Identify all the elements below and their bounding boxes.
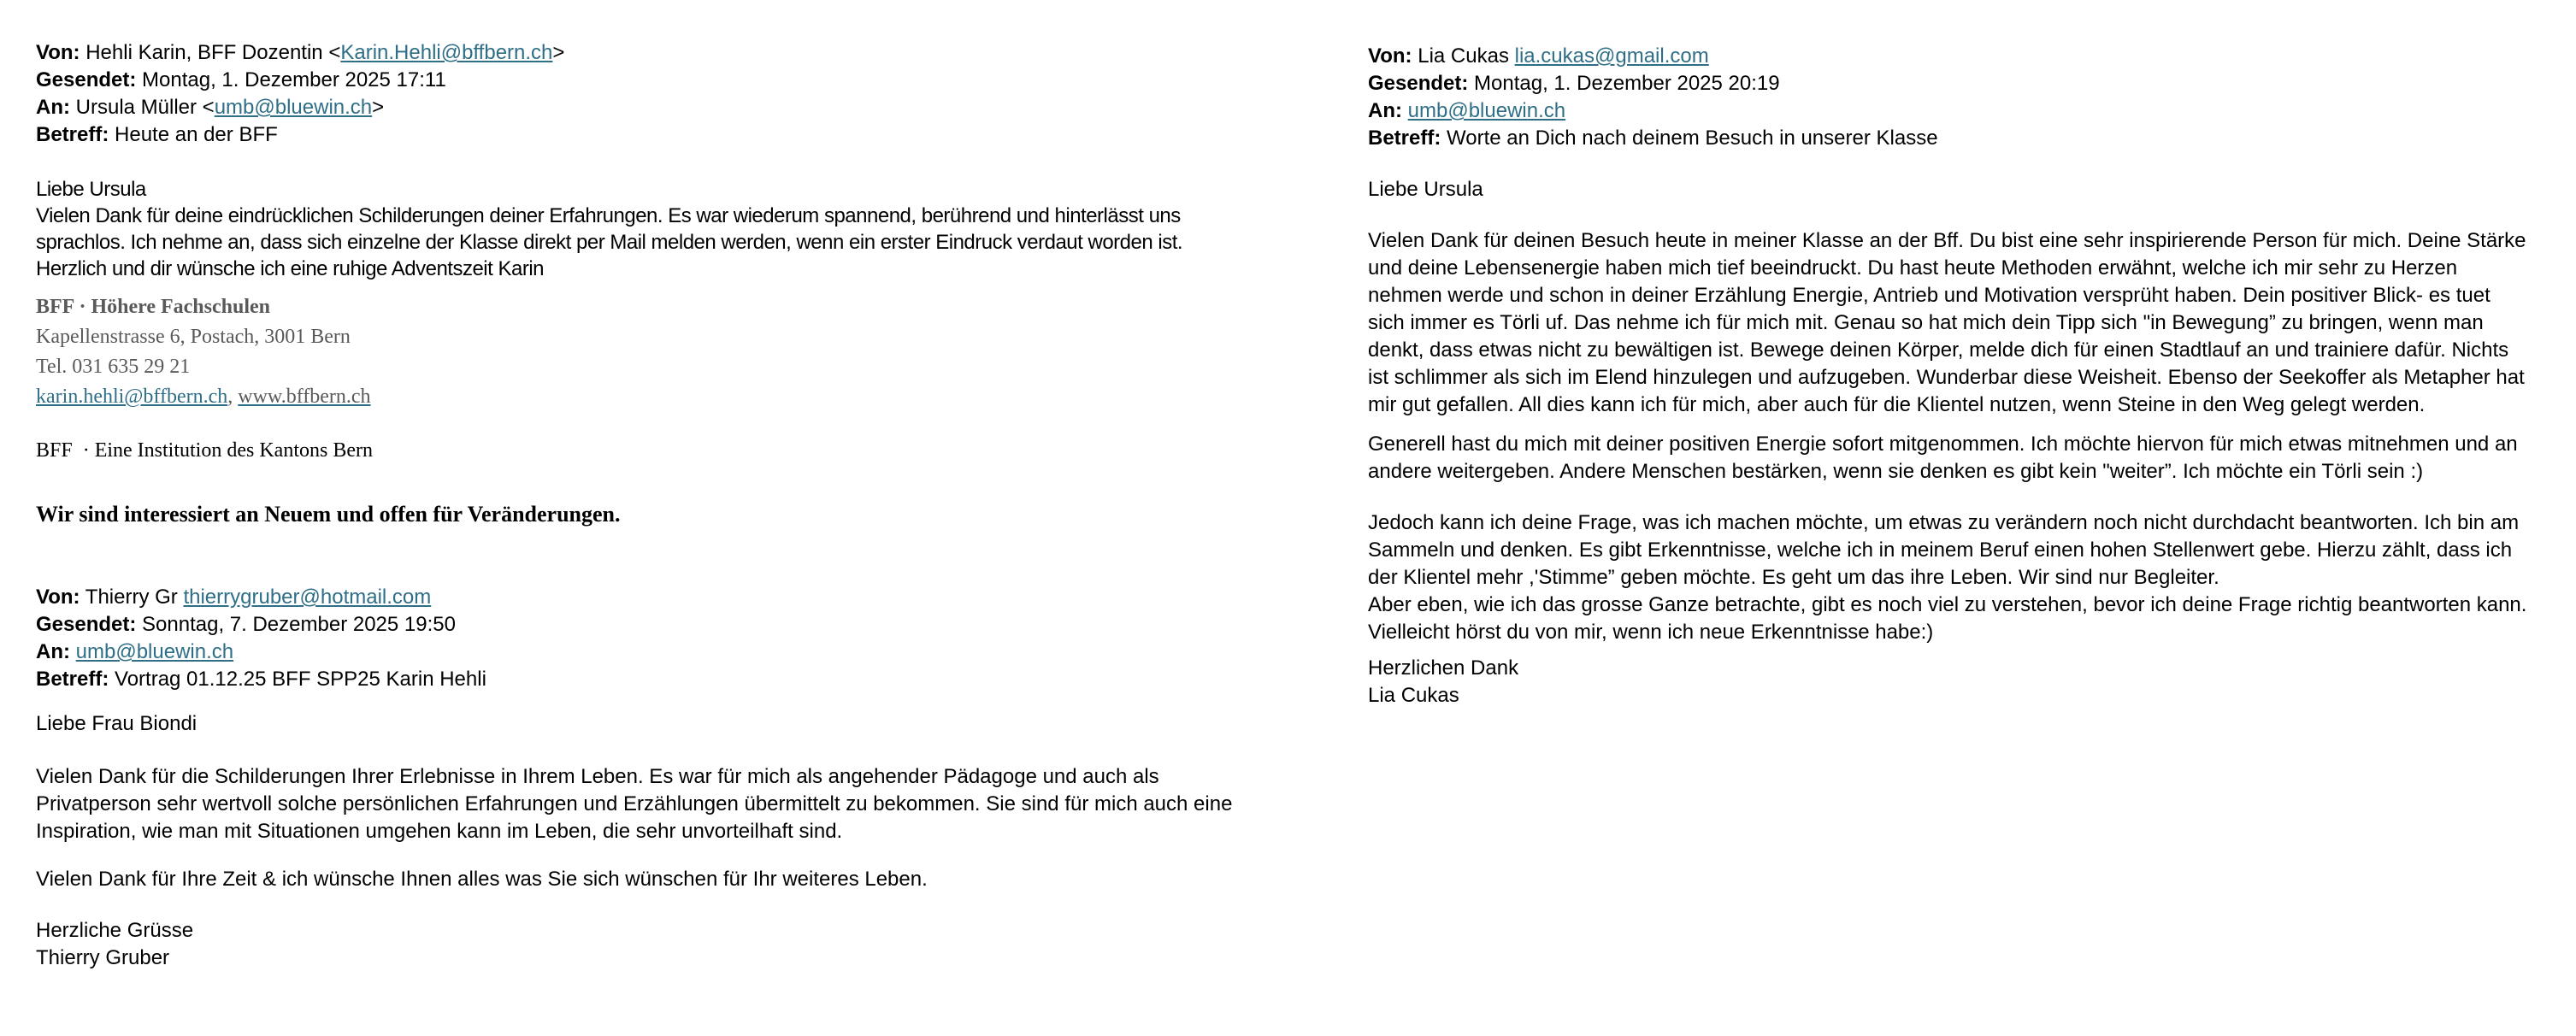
email-3-header [1368,43,2532,152]
von-label: Von: [36,586,80,609]
email-2-header [36,584,1240,693]
left-column [36,0,1240,972]
betreff-label: Betreff: [1368,127,1441,150]
sender-email-link[interactable]: Karin.Hehli@bffbern.ch [340,41,553,64]
closing-phrase: Herzlichen Dank [1368,656,1519,680]
betreff-text: Worte an Dich nach deinem Besuch in unserer Klasse [1441,127,1938,150]
header-row-von [36,39,1240,67]
signature-org: BFF · Höhere Fachschulen [36,296,270,318]
email-1-signature [36,292,1240,412]
signature-website-link[interactable]: www.bffbern.ch [238,386,371,408]
von-text: Hehli Karin, BFF Dozentin < [80,41,341,64]
an-label: An: [36,96,70,119]
email-2-closing [36,917,1240,972]
gesendet-text: Montag, 1. Dezember 2025 17:11 [136,68,446,91]
email-2-paragraph-1: Vielen Dank für die Schilderungen Ihrer Erlebnisse in Ihrem Leben. Es war für mich als angehender Pädagoge und auch als Privatperson sehr wertvoll solche persönlichen Erfahrungen und Erzählungen übermittelt zu bekommen. Sie sind für mich auch eine Inspiration, wie man mit Situationen umgehen kann im Leben, die sehr unvorteilhaft sind. [36,765,1233,843]
greeting: Liebe Ursula [36,178,146,201]
email-3-paragraph-3 [1368,509,2532,646]
recipient-email-link[interactable]: umb@bluewin.ch [1407,99,1566,122]
greeting: Liebe Frau Biondi [36,712,197,735]
signature-name: Thierry Gruber [36,946,170,969]
body-text: Vielen Dank für deine eindrücklichen Schilderungen deiner Erfahrungen. Es war wiederum spannend, berührend und hinterlässt uns sprachlos. Ich nehme an, dass sich einzelne der Klasse direkt per Mail melden werden, wenn ein erster Eindruck verdaut worden ist. Herzlich und dir wünsche ich eine ruhige Adventszeit Karin [36,204,1183,280]
signature-address: Kapellenstrasse 6, Postach, 3001 Bern [36,326,351,348]
von-text: Thierry Gr [80,586,184,609]
header-row-gesendet [36,67,1240,94]
paragraph-3-line-1: Jedoch kann ich deine Frage, was ich machen möchte, um etwas zu verändern noch nicht durchdacht beantworten. Ich bin am Sammeln und denken. Es gibt Erkenntnisse, welche ich in meinem Beruf einen hohen Stellenwert gebe. Hierzu zählt, dass ich der Klientel mehr ,'Stimme” geben möchte. Es geht um das ihre Leben. Wir sind nur Begleiter. [1368,511,2520,589]
header-row-gesendet [36,611,1240,639]
header-row-gesendet [1368,70,2532,97]
signature-name: Lia Cukas [1368,684,1459,707]
header-row-von [36,584,1240,611]
tagline: Wir sind interessiert an Neuem und offen für Veränderungen. [36,502,621,527]
closing-phrase: Herzliche Grüsse [36,919,194,942]
recipient-email-link[interactable]: umb@bluewin.ch [214,96,373,119]
an-text [70,640,76,663]
gesendet-text: Montag, 1. Dezember 2025 20:19 [1468,72,1780,95]
link-separator: , [227,386,239,408]
gesendet-label: Gesendet: [36,68,137,91]
email-3-closing [1368,655,2532,709]
signature-links [36,382,1240,412]
gesendet-label: Gesendet: [1368,72,1469,95]
betreff-label: Betreff: [36,668,109,691]
header-row-an [1368,97,2532,125]
an-text [1402,99,1408,122]
email-thierry-gruber [36,584,1240,972]
signature-email-link[interactable]: karin.hehli@bffbern.ch [36,386,228,408]
von-text: Lia Cukas [1412,44,1515,68]
email-2-paragraph-2: Vielen Dank für Ihre Zeit & ich wünsche Ihnen alles was Sie sich wünschen für Ihr weiteres Leben. [36,868,928,891]
institution-line: BFF · Eine Institution des Kantons Bern [36,439,373,462]
header-row-betreff [1368,125,2532,152]
paragraph-3-line-2: Aber eben, wie ich das grosse Ganze betrachte, gibt es noch viel zu verstehen, bevor ich deine Frage richtig beantworten kann. Vielleicht hörst du von mir, wenn ich neue Erkenntnisse habe:) [1368,593,2527,644]
gesendet-label: Gesendet: [36,613,137,636]
von-label: Von: [1368,44,1412,68]
an-label: An: [1368,99,1402,122]
header-row-betreff [36,121,1240,149]
header-row-betreff [36,666,1240,693]
betreff-text: Heute an der BFF [109,123,278,146]
an-label: An: [36,640,70,663]
sender-email-link[interactable]: thierrygruber@hotmail.com [183,586,432,609]
header-row-von [1368,43,2532,70]
betreff-text: Vortrag 01.12.25 BFF SPP25 Karin Hehli [109,668,486,691]
sender-email-link[interactable]: lia.cukas@gmail.com [1514,44,1709,68]
signature-phone: Tel. 031 635 29 21 [36,356,191,378]
greeting: Liebe Ursula [1368,178,1483,201]
gesendet-text: Sonntag, 7. Dezember 2025 19:50 [136,613,456,636]
an-text-after: > [372,96,385,119]
email-3-paragraph-1: Vielen Dank für deinen Besuch heute in meiner Klasse an der Bff. Du bist eine sehr inspirierende Person für mich. Deine Stärke und deine Lebensenergie haben mich tief beeindruckt. Du hast heute Methoden erwähnt, welche ich mir sehr zu Herzen nehmen werde und schon in deiner Erzählung Energie, Antrieb und Motivation versprüht haben. Dein positiver Blick- es tuet sich immer es Törli uf. Das nehme ich für mich mit. Genau so hat mich dein Tipp sich "in Bewegung” zu bringen, wenn man denkt, dass etwas nicht zu bewältigen ist. Bewege deinen Körper, melde dich für einen Stadtlauf an und trainiere dafür. Nichts ist schlimmer als sich im Elend hinzulegen und aufzugeben. Wunderbar diese Weisheit. Ebenso der Seekoffer als Metapher hat mir gut gefallen. All dies kann ich für mich, aber auch für die Klientel nutzen, wenn Steine in den Weg gelegt werden. [1368,229,2526,416]
von-text-after: > [552,41,565,64]
header-row-an [36,639,1240,666]
von-label: Von: [36,41,80,64]
email-3-paragraph-2: Generell hast du mich mit deiner positiven Energie sofort mitgenommen. Ich möchte hiervon für mich etwas mitnehmen und an andere weitergeben. Andere Menschen bestärken, wenn sie denken es gibt kein "weiter”. Ich möchte ein Törli sein :) [1368,433,2518,483]
email-1-header [36,39,1240,149]
email-karin-hehli [36,39,1240,529]
email-1-body [36,176,1240,282]
email-lia-cukas [1368,43,2532,709]
betreff-label: Betreff: [36,123,109,146]
an-text: Ursula Müller < [69,96,215,119]
right-column [1368,0,2532,709]
header-row-an [36,94,1240,121]
recipient-email-link[interactable]: umb@bluewin.ch [75,640,234,663]
